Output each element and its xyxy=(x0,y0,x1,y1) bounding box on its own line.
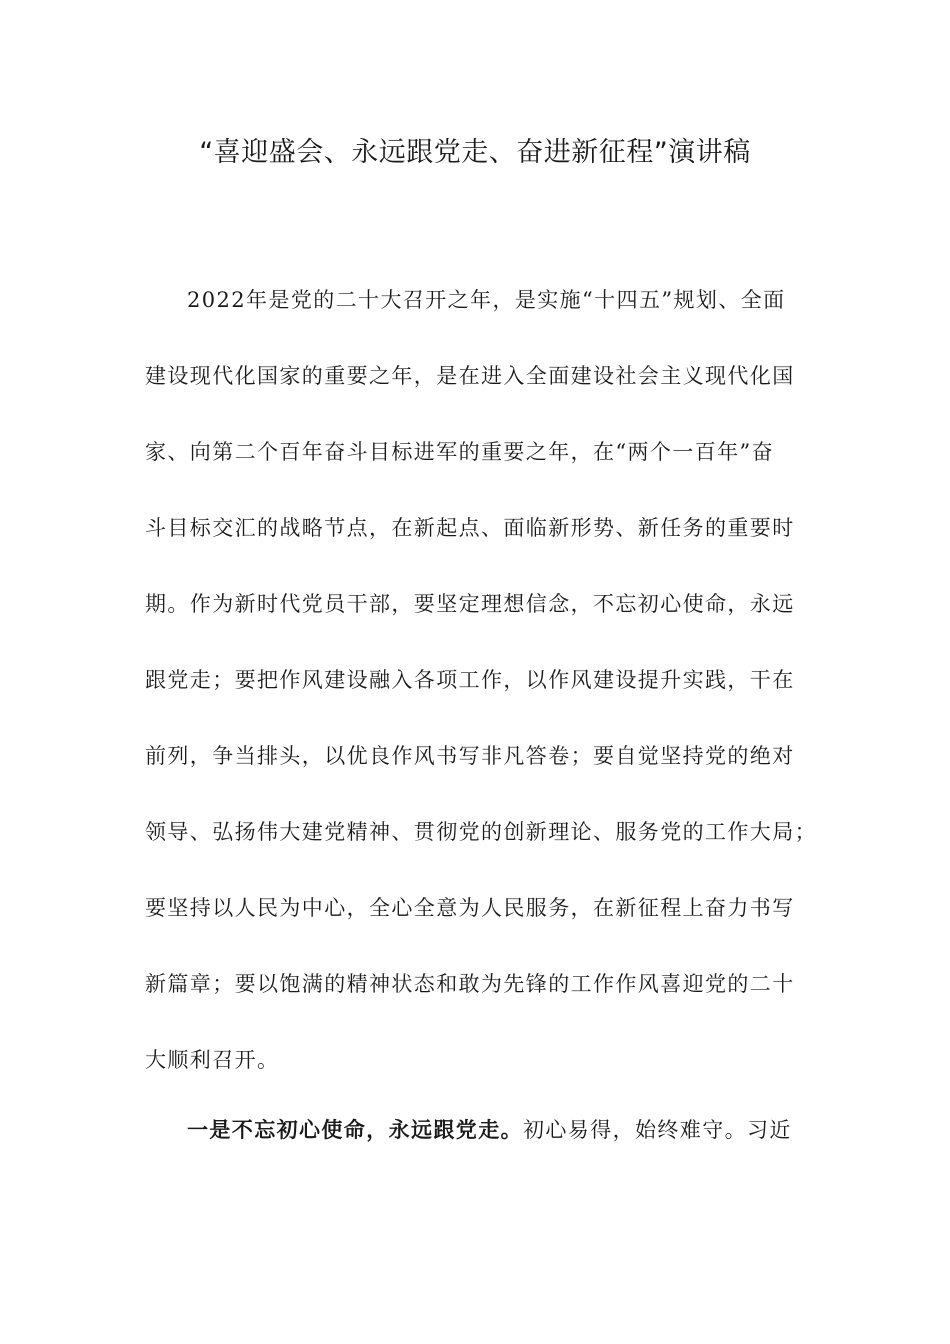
paragraph-line: 新篇章；要以饱满的精神状态和敢为先锋的工作作风喜迎党的二十 xyxy=(145,972,795,996)
paragraph-line: 2022年是党的二十大召开之年，是实施“十四五”规划、全面 xyxy=(187,288,786,312)
paragraph-line: 跟党走；要把作风建设融入各项工作，以作风建设提升实践，干在 xyxy=(145,668,795,692)
bold-lead-text: 一是不忘初心使命，永远跟党走。 xyxy=(187,1117,523,1142)
paragraph-text: 初心易得，始终难守。习近 xyxy=(523,1118,792,1142)
paragraph-line: 家、向第二个百年奋斗目标进军的重要之年，在“两个一百年”奋 xyxy=(145,440,775,464)
document-title: “喜迎盛会、永远跟党走、奋进新征程”演讲稿 xyxy=(199,137,751,168)
paragraph-line xyxy=(187,1112,792,1148)
paragraph-line: 建设现代化国家的重要之年，是在进入全面建设社会主义现代化国 xyxy=(145,364,795,388)
paragraph-line: 前列，争当排头，以优良作风书写非凡答卷；要自觉坚持党的绝对 xyxy=(145,744,795,768)
paragraph-line: 要坚持以人民为中心，全心全意为人民服务，在新征程上奋力书写 xyxy=(145,896,795,920)
paragraph-line: 大顺利召开。 xyxy=(145,1048,280,1072)
paragraph-line: 期。作为新时代党员干部，要坚定理想信念，不忘初心使命，永远 xyxy=(145,592,795,616)
paragraph-line: 斗目标交汇的战略节点，在新起点、面临新形势、新任务的重要时 xyxy=(145,516,795,540)
paragraph-line: 领导、弘扬伟大建党精神、贯彻党的创新理论、服务党的工作大局； xyxy=(145,820,817,844)
